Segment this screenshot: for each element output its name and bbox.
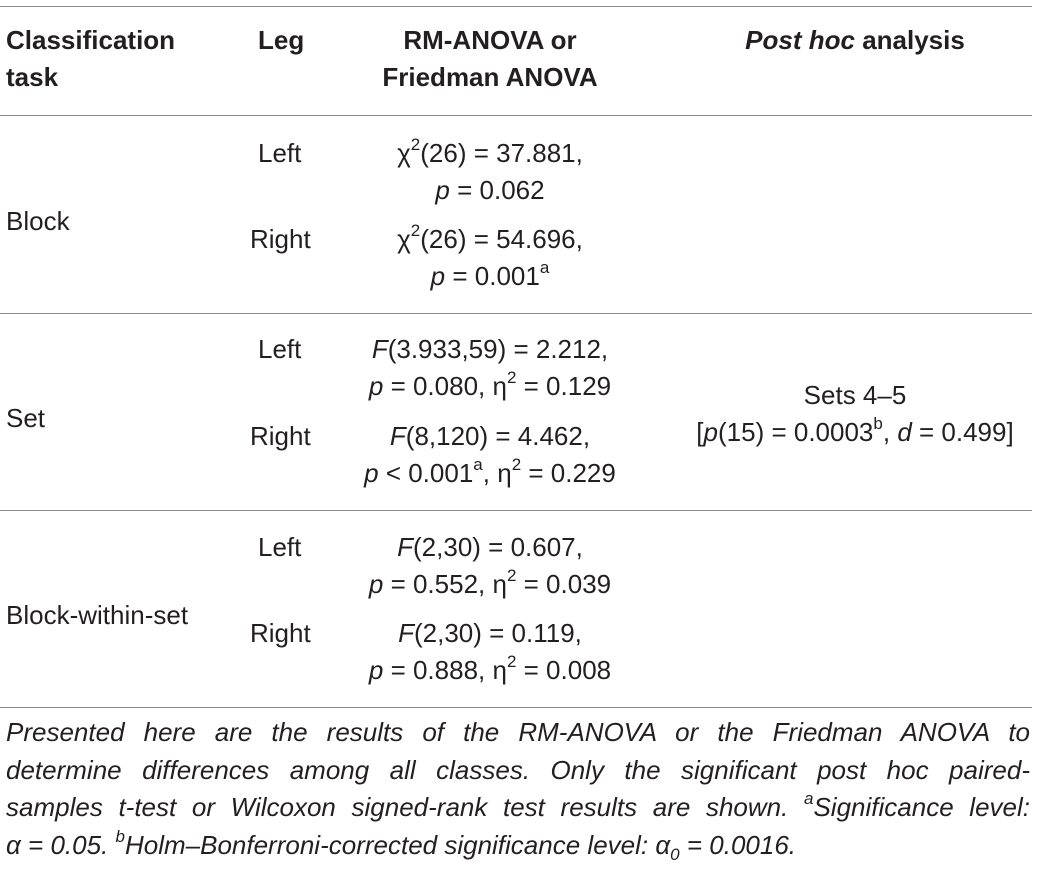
f-symbol: F <box>398 618 414 648</box>
set-bws-rule <box>0 510 1032 511</box>
footnote-marker: a <box>473 455 483 475</box>
p-symbol: p <box>435 175 450 205</box>
p-symbol: p <box>703 417 718 447</box>
p-value: = 0.001 <box>445 261 540 291</box>
p-symbol: p <box>430 261 446 291</box>
footnote-line-3 <box>6 789 1030 827</box>
superscript: 2 <box>410 135 421 155</box>
p-value: = 0.552, η <box>383 569 507 599</box>
task-set: Set <box>6 403 46 433</box>
p-value: = 0.888, η <box>383 655 507 685</box>
footnote-line-1: Presented here are the results of the RM-ANOVA or the Friedman ANOVA to <box>6 717 1030 747</box>
footnote-marker: a <box>804 789 814 809</box>
eta-symbol: , η <box>482 458 512 488</box>
superscript: 2 <box>506 652 517 672</box>
header-task-line2: task <box>6 62 59 92</box>
header-leg-label: Leg <box>258 25 305 55</box>
separator: , <box>882 417 898 447</box>
footnote-line-4 <box>6 827 1030 865</box>
header-anova <box>340 22 640 96</box>
posthoc-label: Sets 4–5 <box>803 380 907 410</box>
p-value: = 0.080, η <box>383 371 507 401</box>
header-classification-task <box>6 22 175 96</box>
header-posthoc <box>700 22 1010 59</box>
p-symbol: p <box>364 458 379 488</box>
leg-bws-right: Right <box>250 618 311 648</box>
top-rule <box>0 6 1032 7</box>
chi-symbol: χ <box>397 138 411 168</box>
leg-block-right: Right <box>250 224 311 254</box>
f-symbol: F <box>397 532 414 562</box>
footnote-text: Significance level: <box>813 792 1030 822</box>
footnote-marker: b <box>115 826 125 846</box>
eta-value: = 0.129 <box>516 371 612 401</box>
stat-text: (26) = 37.881, <box>420 138 583 168</box>
stat-text: (26) = 54.696, <box>420 224 583 254</box>
task-block-within-set: Block-within-set <box>6 600 189 630</box>
stat-block-right <box>340 221 640 295</box>
eta-value: = 0.229 <box>521 458 616 488</box>
stat-set-left <box>340 331 640 405</box>
superscript: 2 <box>410 221 421 241</box>
bottom-rule <box>0 707 1032 708</box>
table-footnote <box>6 714 1030 864</box>
stat-bws-left <box>340 529 640 603</box>
stat-text: (8,120) = 4.462, <box>405 421 591 451</box>
leg-set-left: Left <box>258 334 302 364</box>
header-task-line1: Classification <box>6 25 176 55</box>
superscript: 2 <box>506 566 517 586</box>
superscript: 2 <box>511 455 522 475</box>
p-symbol: p <box>368 569 384 599</box>
footnote-text: Holm–Bonferroni-corrected significance level: α <box>124 829 671 860</box>
footnote-marker: b <box>873 414 883 434</box>
header-posthoc-rest: analysis <box>854 25 965 55</box>
header-anova-line1: RM-ANOVA or <box>403 25 577 55</box>
effect-size: = 0.499] <box>911 417 1014 447</box>
eta-value: = 0.008 <box>516 655 612 685</box>
header-posthoc-italic: Post hoc <box>745 25 855 55</box>
leg-block-left: Left <box>258 138 302 168</box>
f-symbol: F <box>389 421 406 451</box>
subscript: 0 <box>670 844 680 864</box>
footnote-text: = 0.0016. <box>679 829 797 860</box>
stat-set-right <box>340 418 640 492</box>
stat-text: (2,30) = 0.119, <box>413 618 582 648</box>
leg-bws-left: Left <box>258 532 302 562</box>
header-anova-line2: Friedman ANOVA <box>382 62 598 92</box>
bracket-open: [ <box>696 417 704 447</box>
footnote-marker: a <box>539 258 550 278</box>
f-symbol: F <box>371 334 388 364</box>
header-rule <box>0 115 1032 116</box>
eta-value: = 0.039 <box>516 569 612 599</box>
stat-text: (2,30) = 0.607, <box>413 532 583 562</box>
stat-block-left <box>340 135 640 209</box>
header-leg <box>258 22 304 59</box>
posthoc-p-value: (15) = 0.0003 <box>718 417 874 447</box>
superscript: 2 <box>506 368 517 388</box>
d-symbol: d <box>897 417 912 447</box>
footnote-text: α = 0.05. <box>6 829 116 860</box>
chi-symbol: χ <box>397 224 411 254</box>
p-symbol: p <box>368 655 384 685</box>
posthoc-set <box>672 377 1038 451</box>
leg-set-right: Right <box>250 421 311 451</box>
block-set-rule <box>0 313 1032 314</box>
footnote-line-2: determine differences among all classes. Only the significant post hoc paired- <box>6 754 1030 785</box>
task-block: Block <box>6 206 70 236</box>
p-value: = 0.062 <box>449 175 545 205</box>
p-symbol: p <box>368 371 384 401</box>
p-value: < 0.001 <box>378 458 474 488</box>
footnote-text: samples t-test or Wilcoxon signed-rank test results are shown. <box>6 792 804 822</box>
stat-text: (3.933,59) = 2.212, <box>387 334 609 364</box>
stat-bws-right <box>340 615 640 689</box>
